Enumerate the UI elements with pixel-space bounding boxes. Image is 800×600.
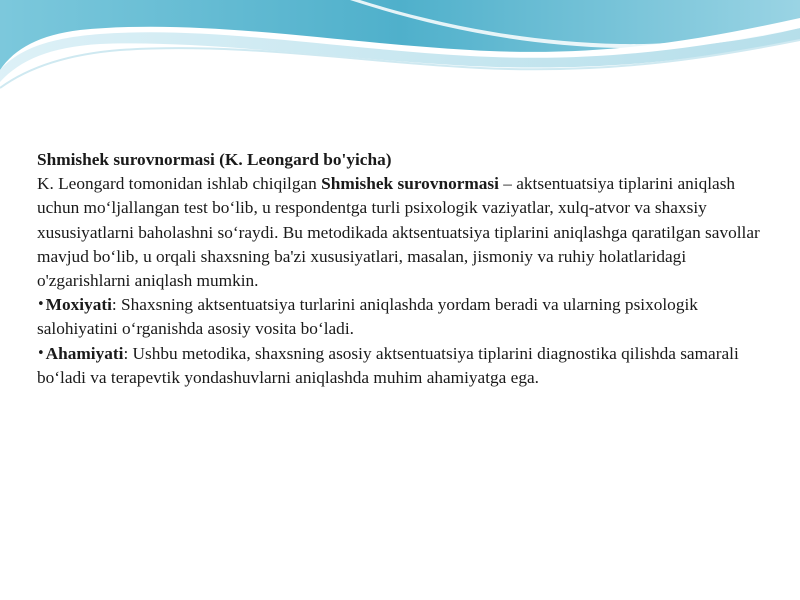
slide-content bbox=[37, 148, 777, 390]
wave-line-thin bbox=[0, 40, 800, 88]
bullet-icon: • bbox=[37, 345, 45, 361]
slide-title: Shmishek surovnormasi (K. Leongard bo'yicha) bbox=[37, 150, 392, 169]
bullet-moxiyati bbox=[37, 293, 777, 341]
bullet-icon: • bbox=[37, 297, 45, 313]
bullet-ahamiyati bbox=[37, 342, 777, 390]
intro-term: Shmishek surovnormasi bbox=[321, 174, 499, 194]
header-wave-decoration bbox=[0, 0, 800, 100]
bullet-term: Ahamiyati bbox=[45, 343, 124, 363]
bullet-text: : Shaxsning aktsentuatsiya turlarini aniqlashda yordam beradi va ularning psixologik salohiyatini o‘rganishda asosiy vosita bo‘ladi. bbox=[37, 295, 698, 339]
intro-rest: – aktsentuatsiya tiplarini aniqlash uchun mo‘ljallangan test bo‘lib, u respondentga turli psixologik vaziyatlar, xulq-atvor va shaxsiy xususiyatlarni baholashni so‘raydi. Bu metodikada aktsentuatsiya tiplarini aniqlashga qaratilgan savollar mavjud bo‘lib, u orqali shaxsning ba'zi xususiyatlari, masalan, jismoniy va ruhiy holatlaridagi o'zgarishlarni aniqlash mumkin. bbox=[37, 174, 760, 291]
bullet-text: : Ushbu metodika, shaxsning asosiy aktsentuatsiya tiplarini diagnostika qilishda samarali bo‘ladi va terapevtik yondashuvlarni aniqlashda muhim ahamiyatga ega. bbox=[37, 343, 739, 387]
intro-lead: K. Leongard tomonidan ishlab chiqilgan bbox=[37, 174, 322, 194]
intro-paragraph bbox=[37, 172, 777, 293]
bullet-term: Moxiyati bbox=[45, 295, 112, 315]
